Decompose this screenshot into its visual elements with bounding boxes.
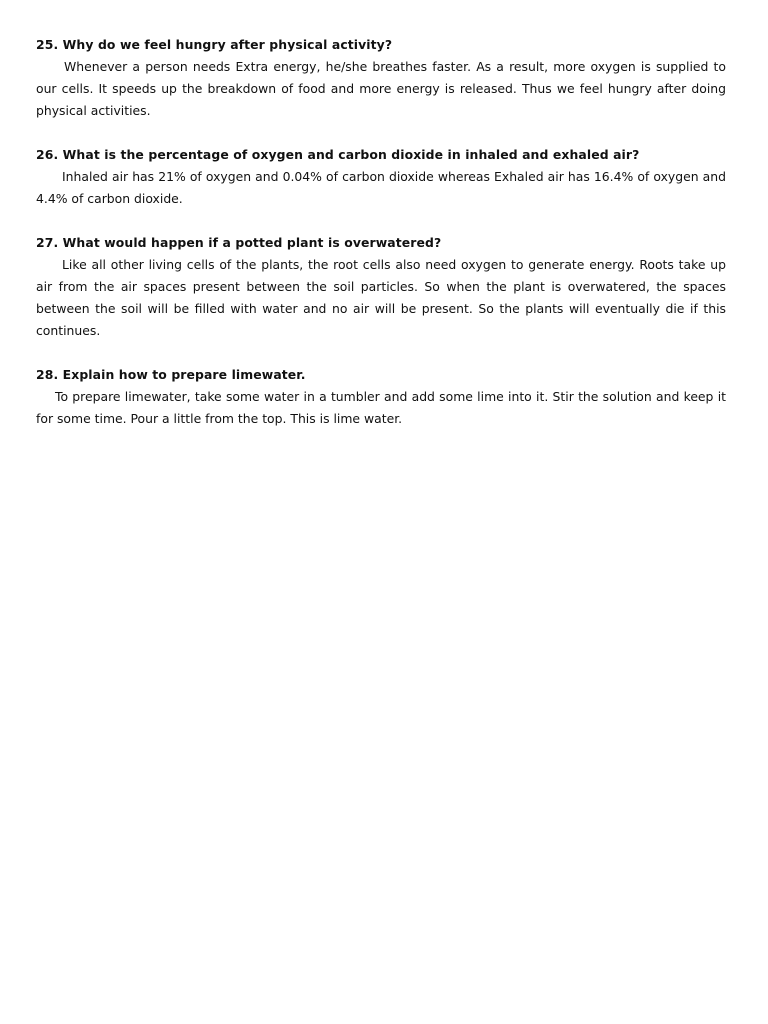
answer-text: Like all other living cells of the plants, the root cells also need oxygen to generate energy. Roots take up air from the air spaces present between the soil particles. So when the plant is overwatered, the spaces between the soil will be filled with water and no air will be present. So the plants will eventually die if this continues.	[36, 257, 726, 338]
question-title: 25. Why do we feel hungry after physical activity?	[36, 37, 393, 52]
answer-text: Whenever a person needs Extra energy, he/she breathes faster. As a result, more oxygen is supplied to our cells. It speeds up the breakdown of food and more energy is released. Thus we feel hungry after doing physical activities.	[36, 59, 726, 118]
question-block-27	[36, 232, 726, 342]
document-page	[36, 34, 726, 452]
question-title: 26. What is the percentage of oxygen and carbon dioxide in inhaled and exhaled air?	[36, 147, 640, 162]
question-block-26	[36, 144, 726, 210]
question-title: 28. Explain how to prepare limewater.	[36, 367, 306, 382]
question-block-25	[36, 34, 726, 122]
answer-text: To prepare limewater, take some water in a tumbler and add some lime into it. Stir the solution and keep it for some time. Pour a little from the top. This is lime water.	[36, 389, 726, 426]
question-block-28	[36, 364, 726, 430]
question-title: 27. What would happen if a potted plant is overwatered?	[36, 235, 442, 250]
answer-text: Inhaled air has 21% of oxygen and 0.04% of carbon dioxide whereas Exhaled air has 16.4% of oxygen and 4.4% of carbon dioxide.	[36, 169, 726, 206]
